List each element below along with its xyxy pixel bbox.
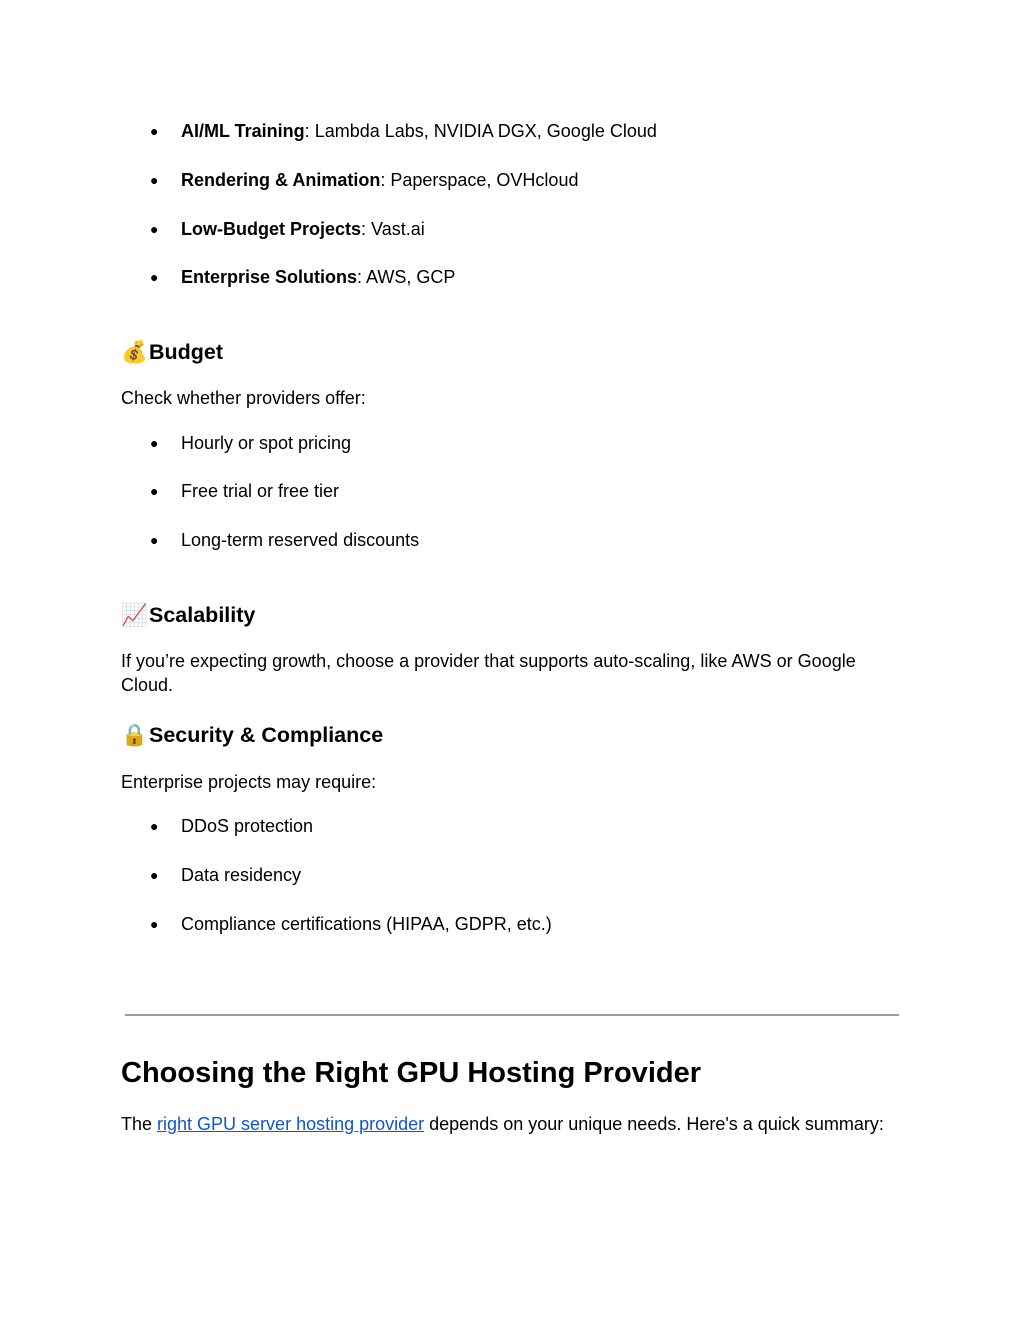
separator: : [304,121,315,141]
scalability-heading-text: Scalability [149,603,256,627]
security-item: Data residency [181,865,302,885]
security-heading-text: Security & Compliance [149,723,384,747]
use-case-value: Paperspace, OVHcloud [390,170,579,190]
use-case-value: Vast.ai [371,219,425,239]
scalability-text: If you’re expecting growth, choose a provider that supports auto-scaling, like AWS or Google Cloud. [121,651,856,695]
bullet-icon: ● [150,221,159,237]
money-bag-icon: 💰 [121,340,148,364]
chart-increasing-icon: 📈 [121,603,148,627]
separator: : [357,267,367,287]
list-item [0,431,1024,455]
use-case-label: Low-Budget Projects [181,219,362,239]
horizontal-divider [125,1014,899,1016]
provider-link[interactable]: right GPU server hosting provider [157,1114,425,1134]
security-item: DDoS protection [181,816,314,836]
use-case-label: AI/ML Training [181,121,305,141]
separator: : [361,219,372,239]
bullet-icon: ● [150,916,159,932]
choosing-paragraph [121,1112,921,1136]
bullet-icon: ● [150,172,159,188]
bullet-icon: ● [150,483,159,499]
bullet-icon: ● [150,269,159,285]
scalability-heading [121,601,255,629]
bullet-icon: ● [150,532,159,548]
security-heading [121,721,383,749]
use-case-text [181,168,578,192]
security-item: Compliance certifications (HIPAA, GDPR, etc.) [181,914,552,934]
budget-intro: Check whether providers offer: [121,388,366,408]
bullet-icon: ● [150,123,159,139]
budget-item: Long-term reserved discounts [181,530,420,550]
security-intro: Enterprise projects may require: [121,772,377,792]
list-item [0,528,1024,552]
list-item [0,119,1024,143]
list-item [0,479,1024,503]
use-case-text [181,265,455,289]
lock-icon: 🔒 [121,723,148,747]
use-case-value: AWS, GCP [366,267,456,287]
budget-item: Hourly or spot pricing [181,433,352,453]
separator: : [380,170,391,190]
use-case-label: Enterprise Solutions [181,267,358,287]
budget-item: Free trial or free tier [181,481,340,501]
use-case-value: Lambda Labs, NVIDIA DGX, Google Cloud [314,121,657,141]
use-case-text [181,217,425,241]
list-item [0,912,1024,936]
budget-heading [121,338,223,366]
bullet-icon: ● [150,818,159,834]
list-item [0,217,1024,241]
use-case-label: Rendering & Animation [181,170,381,190]
list-item [0,265,1024,289]
budget-heading-text: Budget [149,340,224,364]
paragraph-text: The [121,1114,158,1134]
bullet-icon: ● [150,867,159,883]
list-item [0,168,1024,192]
bullet-icon: ● [150,435,159,451]
paragraph-text: depends on your unique needs. Here's a quick summary: [424,1114,884,1134]
list-item [0,814,1024,838]
section-heading: Choosing the Right GPU Hosting Provider [121,1057,701,1089]
list-item [0,863,1024,887]
use-case-text [181,119,657,143]
